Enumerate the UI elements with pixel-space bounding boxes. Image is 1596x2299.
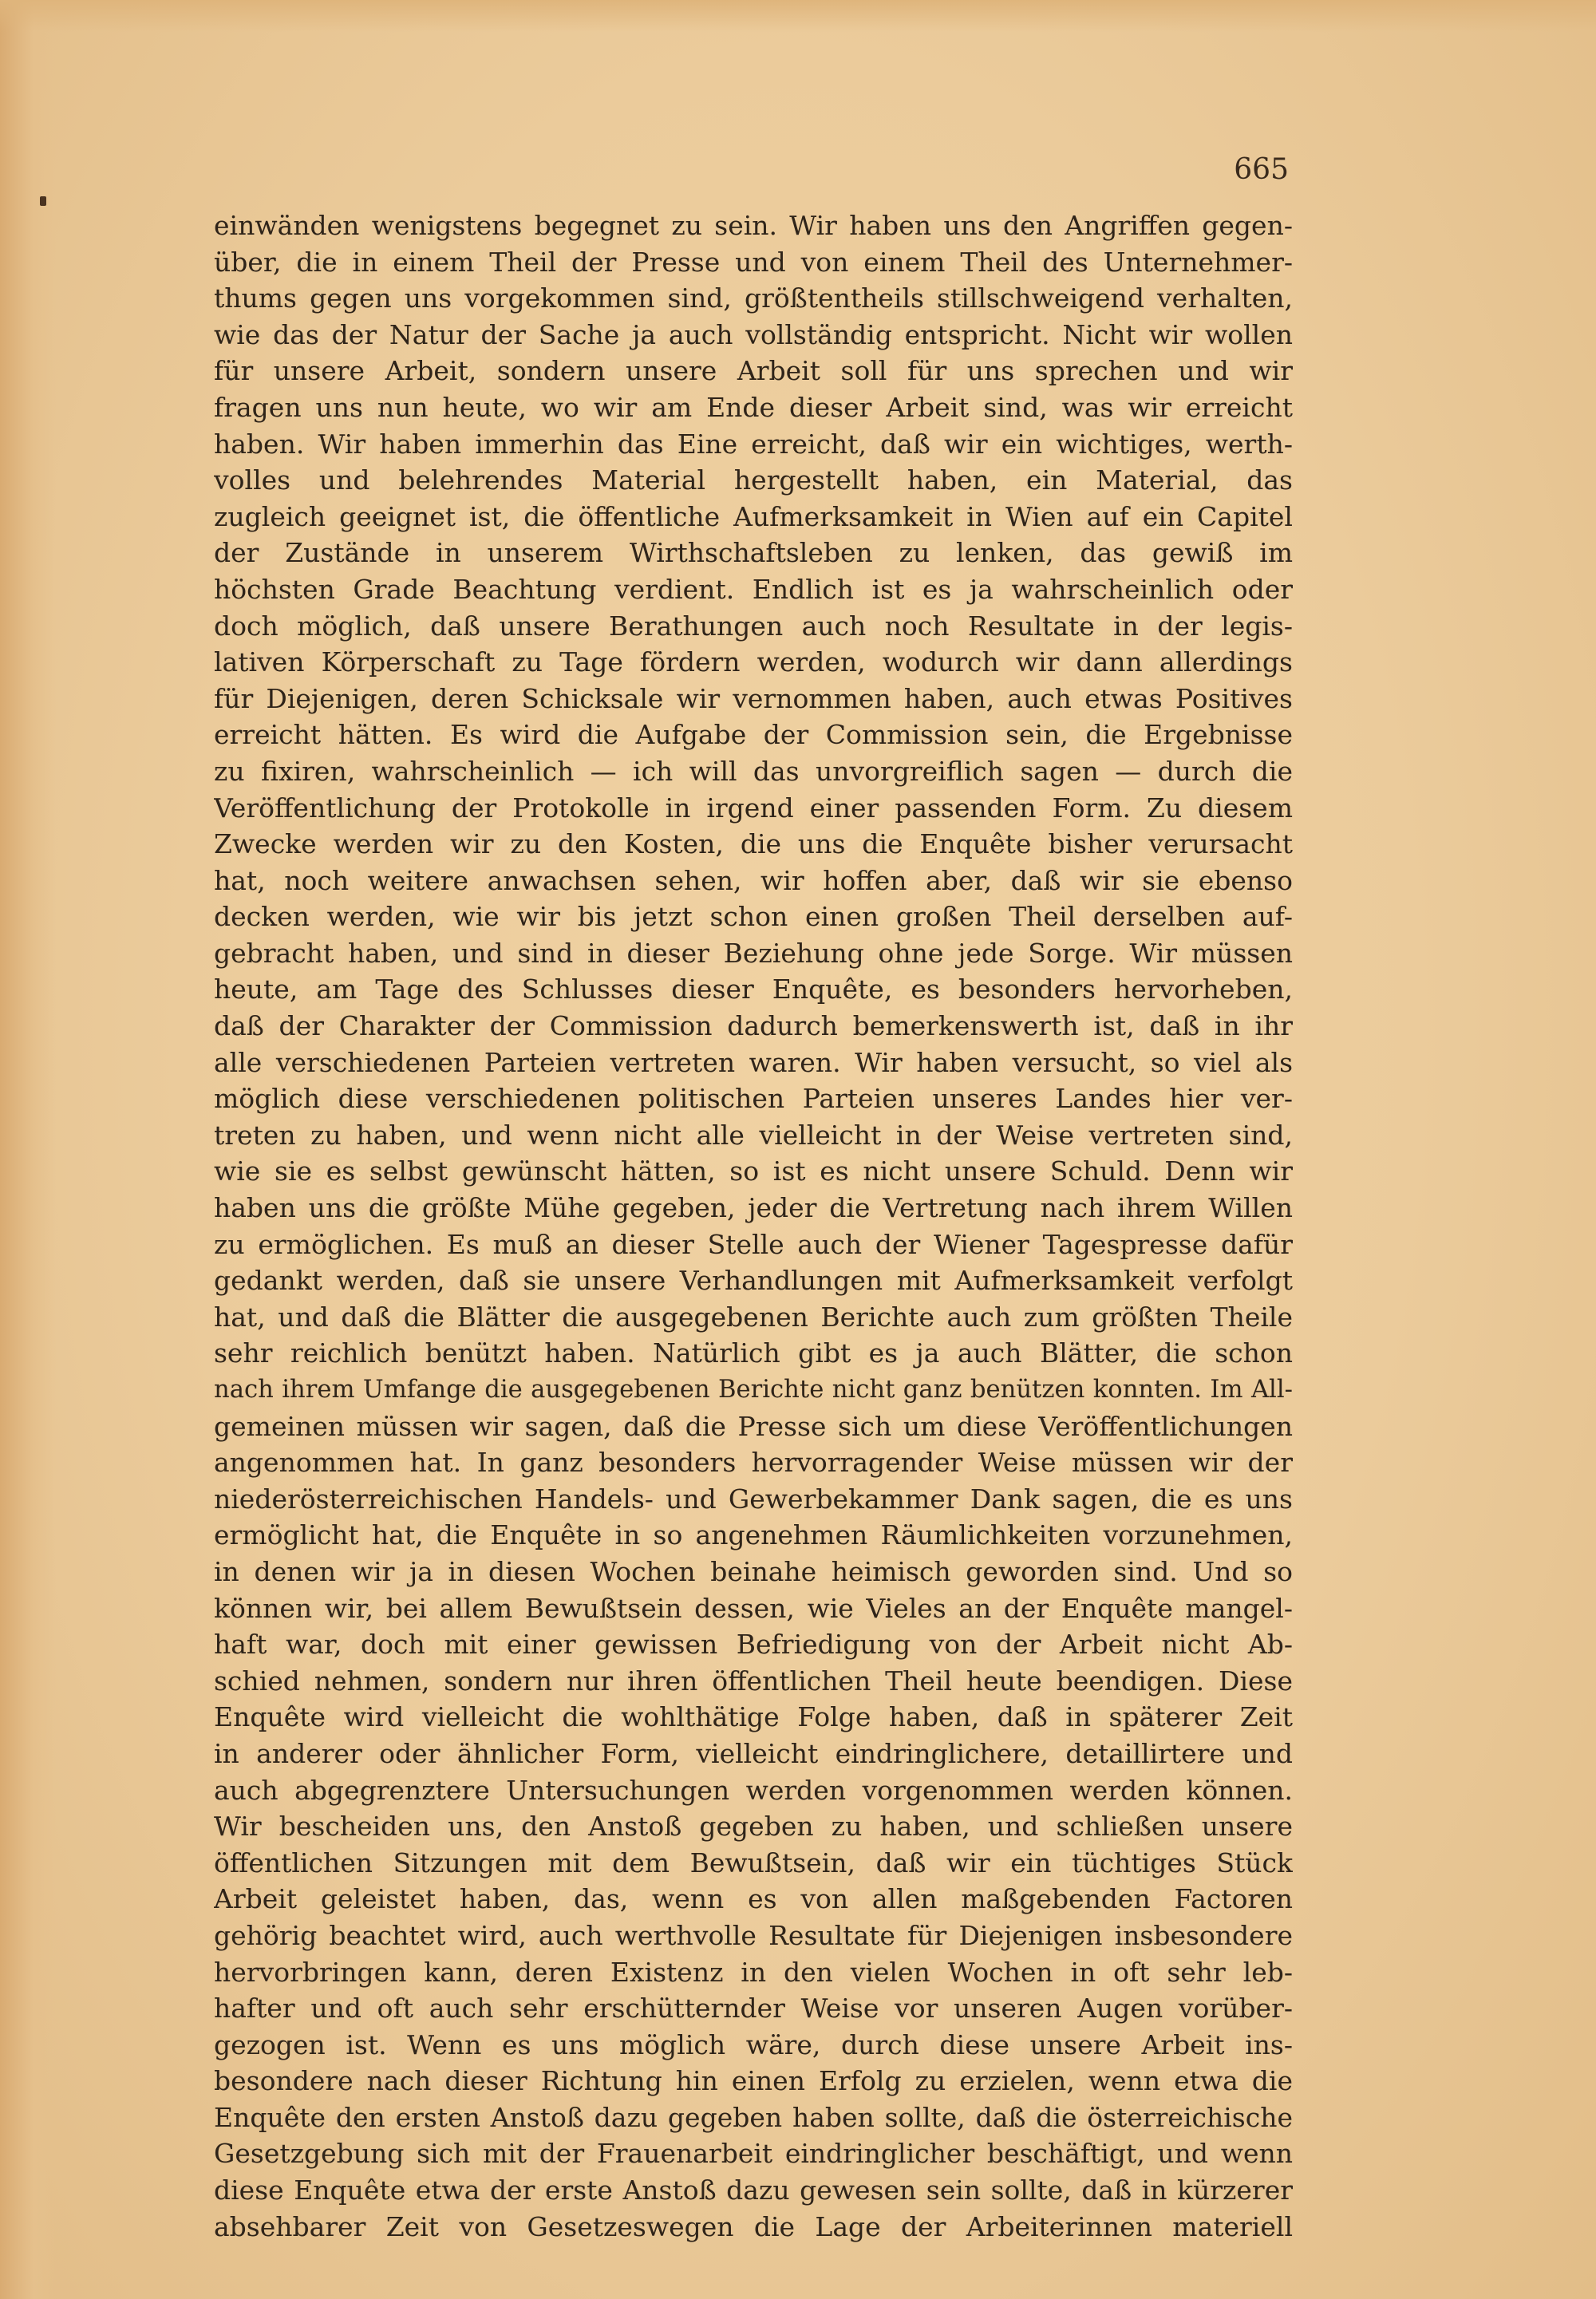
text-line: über, die in einem Theil der Presse und von einem Theil des Unternehmer- xyxy=(214,246,1293,278)
text-line: erreicht hätten. Es wird die Aufgabe der Commission sein, die Ergebnisse xyxy=(214,719,1293,751)
text-line: doch möglich, daß unsere Berathungen auch noch Resultate in der legis- xyxy=(214,610,1293,642)
text-line: für Diejenigen, deren Schicksale wir vernommen haben, auch etwas Positives xyxy=(214,682,1293,714)
text-line: Wir bescheiden uns, den Anstoß gegeben zu haben, und schließen unsere xyxy=(214,1811,1293,1843)
text-line: Enquête wird vielleicht die wohlthätige Folge haben, daß in späterer Zeit xyxy=(214,1701,1293,1733)
text-line: absehbarer Zeit von Gesetzeswegen die Lage der Arbeiterinnen materiell xyxy=(214,2210,1293,2242)
text-line: sehr reichlich benützt haben. Natürlich gibt es ja auch Blätter, die schon xyxy=(214,1337,1293,1369)
text-line: zu ermöglichen. Es muß an dieser Stelle auch der Wiener Tagespresse dafür xyxy=(214,1228,1293,1260)
text-line: niederösterreichischen Handels- und Gewerbekammer Dank sagen, die es uns xyxy=(214,1483,1293,1515)
text-line: Zwecke werden wir zu den Kosten, die uns die Enquête bisher verursacht xyxy=(214,828,1293,860)
text-line: haben. Wir haben immerhin das Eine erreicht, daß wir ein wichtiges, werth- xyxy=(214,428,1293,460)
body-text xyxy=(214,207,1293,2245)
text-line: gezogen ist. Wenn es uns möglich wäre, durch diese unsere Arbeit ins- xyxy=(214,2028,1293,2060)
text-line: auch abgegrenztere Untersuchungen werden vorgenommen werden können. xyxy=(214,1774,1293,1806)
text-line: Veröffentlichung der Protokolle in irgend einer passenden Form. Zu diesem xyxy=(214,792,1293,824)
text-line: alle verschiedenen Parteien vertreten waren. Wir haben versucht, so viel als xyxy=(214,1046,1293,1078)
text-line: in anderer oder ähnlicher Form, vielleicht eindringlichere, detaillirtere und xyxy=(214,1737,1293,1769)
text-line: Arbeit geleistet haben, das, wenn es von allen maßgebenden Factoren xyxy=(214,1883,1293,1915)
text-line: diese Enquête etwa der erste Anstoß dazu gewesen sein sollte, daß in kürzerer xyxy=(214,2175,1293,2206)
text-line: haft war, doch mit einer gewissen Befriedigung von der Arbeit nicht Ab- xyxy=(214,1629,1293,1661)
text-line: möglich diese verschiedenen politischen Parteien unseres Landes hier ver- xyxy=(214,1083,1293,1115)
text-line: treten zu haben, und wenn nicht alle vielleicht in der Weise vertreten sind, xyxy=(214,1119,1293,1151)
text-line: decken werden, wie wir bis jetzt schon einen großen Theil derselben auf- xyxy=(214,901,1293,933)
text-line: daß der Charakter der Commission dadurch bemerkenswerth ist, daß in ihr xyxy=(214,1010,1293,1042)
text-line: zu fixiren, wahrscheinlich — ich will das unvorgreiflich sagen — durch die xyxy=(214,755,1293,787)
text-line: gedankt werden, daß sie unsere Verhandlungen mit Aufmerksamkeit verfolgt xyxy=(214,1265,1293,1297)
text-line: Enquête den ersten Anstoß dazu gegeben haben sollte, daß die österreichische xyxy=(214,2101,1293,2133)
text-line: thums gegen uns vorgekommen sind, größtentheils stillschweigend verhalten, xyxy=(214,282,1293,314)
text-line: fragen uns nun heute, wo wir am Ende dieser Arbeit sind, was wir erreicht xyxy=(214,391,1293,423)
text-line: gebracht haben, und sind in dieser Beziehung ohne jede Sorge. Wir müssen xyxy=(214,937,1293,969)
text-line: können wir, bei allem Bewußtsein dessen, wie Vieles an der Enquête mangel- xyxy=(214,1592,1293,1624)
page-top-edge-shadow xyxy=(0,0,1596,32)
text-line: Gesetzgebung sich mit der Frauenarbeit eindringlicher beschäftigt, und wenn xyxy=(214,2138,1293,2170)
text-line: lativen Körperschaft zu Tage fördern werden, wodurch wir dann allerdings xyxy=(214,646,1293,678)
text-line: einwänden wenigstens begegnet zu sein. Wir haben uns den Angriffen gegen- xyxy=(214,210,1293,241)
text-line: hat, noch weitere anwachsen sehen, wir hoffen aber, daß wir sie ebenso xyxy=(214,864,1293,896)
text-line: für unsere Arbeit, sondern unsere Arbeit soll für uns sprechen und wir xyxy=(214,355,1293,387)
text-line: haben uns die größte Mühe gegeben, jeder die Vertretung nach ihrem Willen xyxy=(214,1192,1293,1224)
text-line: besondere nach dieser Richtung hin einen Erfolg zu erzielen, wenn etwa die xyxy=(214,2065,1293,2097)
margin-ink-mark xyxy=(40,196,46,206)
text-line: wie das der Natur der Sache ja auch vollständig entspricht. Nicht wir wollen xyxy=(214,318,1293,350)
text-line: schied nehmen, sondern nur ihren öffentlichen Theil heute beendigen. Diese xyxy=(214,1665,1293,1697)
text-line: höchsten Grade Beachtung verdient. Endlich ist es ja wahrscheinlich oder xyxy=(214,573,1293,605)
text-line: der Zustände in unserem Wirthschaftsleben zu lenken, das gewiß im xyxy=(214,537,1293,569)
page-number: 665 xyxy=(1234,153,1289,186)
text-line: wie sie es selbst gewünscht hätten, so ist es nicht unsere Schuld. Denn wir xyxy=(214,1155,1293,1187)
text-line: volles und belehrendes Material hergestellt haben, ein Material, das xyxy=(214,464,1293,496)
text-line: hafter und oft auch sehr erschütternder Weise vor unseren Augen vorüber- xyxy=(214,1993,1293,2024)
text-line: gemeinen müssen wir sagen, daß die Presse sich um diese Veröffentlichungen xyxy=(214,1410,1293,1442)
text-line: angenommen hat. In ganz besonders hervorragender Weise müssen wir der xyxy=(214,1447,1293,1479)
page-left-edge-shadow xyxy=(0,0,56,2299)
text-line: zugleich geeignet ist, die öffentliche Aufmerksamkeit in Wien auf ein Capitel xyxy=(214,500,1293,532)
text-line: in denen wir ja in diesen Wochen beinahe heimisch geworden sind. Und so xyxy=(214,1555,1293,1587)
text-line: hervorbringen kann, deren Existenz in den vielen Wochen in oft sehr leb- xyxy=(214,1956,1293,1988)
text-line: nach ihrem Umfange die ausgegebenen Berichte nicht ganz benützen konnten. Im All- xyxy=(214,1376,1293,1404)
text-line: ermöglicht hat, die Enquête in so angenehmen Räumlichkeiten vorzunehmen, xyxy=(214,1519,1293,1551)
text-line: hat, und daß die Blätter die ausgegebenen Berichte auch zum größten Theile xyxy=(214,1301,1293,1333)
text-line: heute, am Tage des Schlusses dieser Enquête, es besonders hervorheben, xyxy=(214,974,1293,1005)
text-line: gehörig beachtet wird, auch werthvolle Resultate für Diejenigen insbesondere xyxy=(214,1919,1293,1951)
text-line: öffentlichen Sitzungen mit dem Bewußtsein, daß wir ein tüchtiges Stück xyxy=(214,1847,1293,1878)
